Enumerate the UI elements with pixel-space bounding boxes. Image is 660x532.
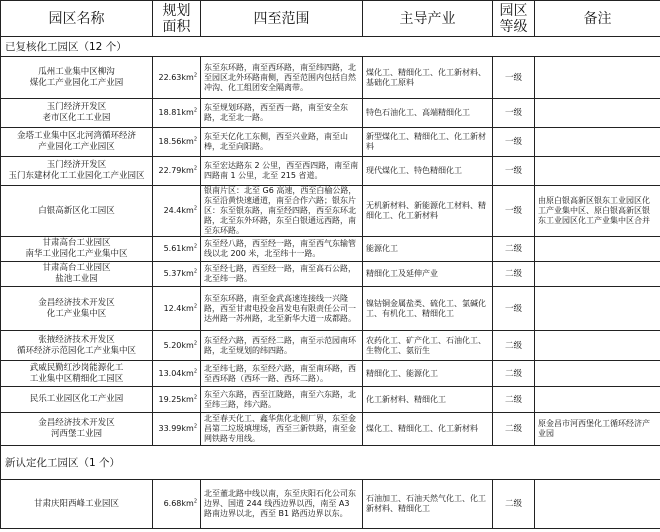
table-row <box>1 128 660 157</box>
section-title: 已复核化工园区（12 个） <box>1 37 660 57</box>
boundaries-cell: 东至东环路，南至金武高速连接线一兴隆路，西至甘肃电投金昌发电有限责任公司一达州路一苏州路，北至新华大道一成都路。 <box>201 287 363 331</box>
header-park-level: 园区 等级 <box>493 1 535 37</box>
park-level-cell: 二级 <box>493 331 535 361</box>
park-name-cell: 玉门经济开发区 玉门东建材化工工业园化工产业园区 <box>1 157 153 186</box>
park-name-cell: 甘肃高台工业园区 盐池工业园 <box>1 262 153 287</box>
planned-area-cell <box>153 99 201 128</box>
leading-industry-cell: 煤化工、精细化工、化工新材料、基础化工原料 <box>363 57 493 99</box>
park-name-cell: 瓜州工业集中区柳沟 煤化工产业园化工产业园 <box>1 57 153 99</box>
remarks-cell: 由原白银高新区银东工业园区化工产业集中区、原白银高新区银东工业园区化工产业集中区合并 <box>535 186 660 237</box>
planned-area-cell <box>153 157 201 186</box>
table-row <box>1 480 660 529</box>
boundaries-cell: 东至东环路，南至西环路，南至纬四路，北至园区北外环路南侧，西至范围内包括自然冲沟、化工组团安全隔离带。 <box>201 57 363 99</box>
area-value: 18.56km <box>158 137 194 146</box>
table-row <box>1 361 660 387</box>
leading-industry-cell: 镍钴铜金属盐类、硫化工、氯碱化工、有机化工、精细化工 <box>363 287 493 331</box>
park-name-cell: 玉门经济开发区 老市区化工工业园 <box>1 99 153 128</box>
park-name-cell: 金昌经济技术开发区 化工产业集中区 <box>1 287 153 331</box>
area-value: 6.68km <box>163 499 194 508</box>
area-unit-superscript: 2 <box>193 367 197 374</box>
park-name-cell: 武威民勤红沙岗能源化工 工业集中区精细化工园区 <box>1 361 153 387</box>
remarks-cell <box>535 361 660 387</box>
boundaries-cell: 银南片区：北至 G6 高速，西至白榆公路，东至沿黄快速通道，南至合作六路；银东片区：东至银东路，南至经四路，西至东环北路，北至东外环路，东至白银通远西路，南至东环路。 <box>201 186 363 237</box>
leading-industry-cell: 现代煤化工、特色精细化工 <box>363 157 493 186</box>
park-name-cell: 民乐工业园区化工产业园 <box>1 387 153 413</box>
area-value: 24.4km <box>163 206 194 215</box>
remarks-cell <box>535 237 660 262</box>
park-level-cell: 一级 <box>493 157 535 186</box>
park-name-cell: 张掖经济技术开发区 循环经济示范园化工产业集中区 <box>1 331 153 361</box>
leading-industry-cell: 特色石油化工、高端精细化工 <box>363 99 493 128</box>
area-unit-superscript: 2 <box>193 243 197 250</box>
park-level-cell: 一级 <box>493 186 535 237</box>
planned-area-cell <box>153 128 201 157</box>
leading-industry-cell: 煤化工、精细化工、化工新材料 <box>363 413 493 446</box>
area-unit-superscript: 2 <box>193 498 197 505</box>
park-name-cell: 甘肃庆阳西峰工业园区 <box>1 480 153 529</box>
area-unit-superscript: 2 <box>193 302 197 309</box>
park-level-cell: 一级 <box>493 57 535 99</box>
leading-industry-cell: 化工新材料、精细化工 <box>363 387 493 413</box>
planned-area-cell <box>153 262 201 287</box>
area-unit-superscript: 2 <box>193 136 197 143</box>
table-header-row <box>1 1 660 37</box>
park-level-cell: 二级 <box>493 413 535 446</box>
park-name-cell: 甘肃高台工业园区 南华工业园化工产业集中区 <box>1 237 153 262</box>
table-row <box>1 262 660 287</box>
remarks-cell <box>535 57 660 99</box>
planned-area-cell <box>153 186 201 237</box>
boundaries-cell: 东至天亿化工东侧，西至兴业路，南至山棒，北至向阳路。 <box>201 128 363 157</box>
boundaries-cell: 东至经七路，西至经一路，南至高石公路，北至纬一路。 <box>201 262 363 287</box>
remarks-cell: 原金昌市河西堡化工循环经济产业园 <box>535 413 660 446</box>
area-value: 18.81km <box>158 108 194 117</box>
area-unit-superscript: 2 <box>193 205 197 212</box>
area-unit-superscript: 2 <box>193 165 197 172</box>
boundaries-cell: 东至经六路，西至经二路，南至示范园南环路，北至规划的纬四路。 <box>201 331 363 361</box>
table-row <box>1 331 660 361</box>
remarks-cell <box>535 128 660 157</box>
planned-area-cell <box>153 237 201 262</box>
table-row <box>1 186 660 237</box>
section-row <box>1 446 660 480</box>
planned-area-cell <box>153 331 201 361</box>
planned-area-cell <box>153 387 201 413</box>
park-level-cell: 二级 <box>493 387 535 413</box>
header-remarks: 备注 <box>535 1 660 37</box>
remarks-cell <box>535 480 660 529</box>
leading-industry-cell: 石油加工、石油天然气化工、化工新材料、精细化工 <box>363 480 493 529</box>
area-value: 5.20km <box>163 340 194 350</box>
remarks-cell <box>535 331 660 361</box>
park-name-cell: 金昌经济技术开发区 河西堡工业园 <box>1 413 153 446</box>
remarks-cell <box>535 157 660 186</box>
boundaries-cell: 北至纬七路，东至经六路，南至南环路，西至西环路（西环一路、西环二路）。 <box>201 361 363 387</box>
header-leading-industry: 主导产业 <box>363 1 493 37</box>
leading-industry-cell: 无机新材料、新能源化工材料、精细化工、化工新材料 <box>363 186 493 237</box>
park-level-cell: 一级 <box>493 99 535 128</box>
leading-industry-cell: 新型煤化工、精细化工、化工新材料 <box>363 128 493 157</box>
planned-area-cell <box>153 413 201 446</box>
leading-industry-cell: 能源化工 <box>363 237 493 262</box>
planned-area-cell <box>153 480 201 529</box>
remarks-cell <box>535 262 660 287</box>
leading-industry-cell: 农药化工、矿产化工、石油化工、生物化工、氨衍生 <box>363 331 493 361</box>
header-park-name: 园区名称 <box>1 1 153 37</box>
table-row <box>1 57 660 99</box>
area-value: 22.79km <box>158 166 194 175</box>
boundaries-cell: 北至春天化工、鑫华焦化北侧厂界，东至金昌第二垃圾填埋场，西至三新铁路，南至金网铁路专用线。 <box>201 413 363 446</box>
area-value: 13.04km <box>158 368 194 378</box>
table-row <box>1 157 660 186</box>
area-unit-superscript: 2 <box>193 107 197 114</box>
park-level-cell: 二级 <box>493 237 535 262</box>
leading-industry-cell: 精细化工及延伸产业 <box>363 262 493 287</box>
area-unit-superscript: 2 <box>193 423 197 430</box>
area-value: 12.4km <box>163 303 194 313</box>
area-unit-superscript: 2 <box>193 268 197 275</box>
boundaries-cell: 东至宏达路东 2 公里，西至西四路，南至南四路南 1 公里，北至 215 省道。 <box>201 157 363 186</box>
remarks-cell <box>535 287 660 331</box>
area-value: 19.25km <box>158 394 194 404</box>
leading-industry-cell: 精细化工、能源化工 <box>363 361 493 387</box>
header-planned-area: 规划 面积 <box>153 1 201 37</box>
park-level-cell: 二级 <box>493 480 535 529</box>
boundaries-cell: 东至规划环路，西至西一路，南至安全东路，北至北一路。 <box>201 99 363 128</box>
park-level-cell: 二级 <box>493 262 535 287</box>
park-level-cell: 一级 <box>493 128 535 157</box>
planned-area-cell <box>153 361 201 387</box>
area-value: 5.37km <box>163 269 194 278</box>
park-name-cell: 白银高新区化工园区 <box>1 186 153 237</box>
planned-area-cell <box>153 57 201 99</box>
area-unit-superscript: 2 <box>193 339 197 346</box>
remarks-cell <box>535 387 660 413</box>
section-row <box>1 37 660 57</box>
boundaries-cell: 北至董北路中线以南，东至庆阳石化公司东边界、国道 244 线西边界以西，南至 A3 路南边界以北，西至 B1 路西边界以东。 <box>201 480 363 529</box>
table-row <box>1 237 660 262</box>
area-value: 5.61km <box>163 244 194 253</box>
area-value: 33.99km <box>158 424 194 433</box>
table-row <box>1 287 660 331</box>
area-value: 22.63km <box>158 72 194 82</box>
remarks-cell <box>535 99 660 128</box>
planned-area-cell <box>153 287 201 331</box>
section-title: 新认定化工园区（1 个） <box>1 446 660 480</box>
park-level-cell: 二级 <box>493 361 535 387</box>
table-row <box>1 413 660 446</box>
park-level-cell: 一级 <box>493 287 535 331</box>
table-row <box>1 99 660 128</box>
boundaries-cell: 东至经八路，西至经一路，南至西气东输管线以北 200 米，北至纬十一路。 <box>201 237 363 262</box>
park-name-cell: 金塔工业集中区北河湾循环经济 产业园化工产业园区 <box>1 128 153 157</box>
area-unit-superscript: 2 <box>193 393 197 400</box>
boundaries-cell: 东至六东路，西至江陇路，南至六东路，北至纬三路，纬六路。 <box>201 387 363 413</box>
area-unit-superscript: 2 <box>193 71 197 78</box>
header-boundaries: 四至范围 <box>201 1 363 37</box>
table-row <box>1 387 660 413</box>
